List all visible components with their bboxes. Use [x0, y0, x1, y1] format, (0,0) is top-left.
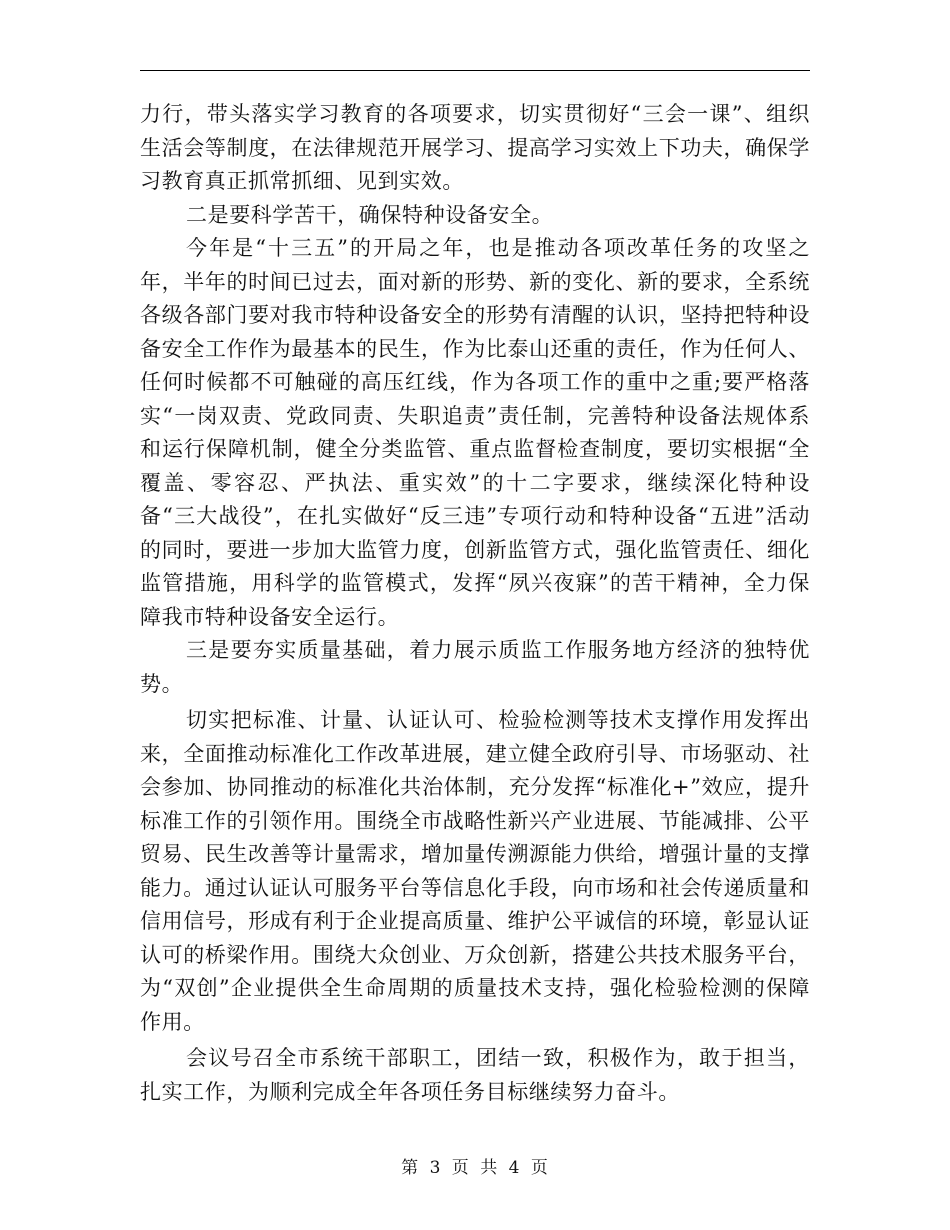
- paragraph-point-three-heading: 三是要夯实质量基础，着力展示质监工作服务地方经济的独特优势。: [140, 638, 810, 696]
- footer-page-label: 页: [451, 1158, 470, 1178]
- paragraph-quality-foundation: 切实把标准、计量、认证认可、检验检测等技术支撑作用发挥出来，全面推动标准化工作改革进展，建立健全政府引导、市场驱动、社会参加、协同推动的标准化共治体制，充分发挥“标准化+”效应，提升标准工作的引领作用。围绕全市战略性新兴产业进展、节能减排、公平贸易、民生改善等计量需求，增加量传溯源能力供给，增强计量的支撑能力。通过认证认可服务平台等信息化手段，向市场和社会传递质量和信用信号，形成有利于企业提高质量、维护公平诚信的环境，彰显认证认可的桥梁作用。围绕大众创业、万众创新，搭建公共技术服务平台，为“双创”企业提供全生命周期的质量技术支持，强化检验检测的保障作用。: [140, 708, 810, 1034]
- footer-total-pages: 4: [508, 1158, 521, 1178]
- paragraph-conclusion: 会议号召全市系统干部职工，团结一致，积极作为，敢于担当，扎实工作，为顺利完成全年各项任务目标继续努力奋斗。: [140, 1046, 810, 1104]
- header-rule: [140, 70, 810, 71]
- footer-prefix: 第: [401, 1158, 420, 1178]
- paragraph-special-equipment: 今年是“十三五”的开局之年，也是推动各项改革任务的攻坚之年，半年的时间已过去，面对新的形势、新的变化、新的要求，全系统各级各部门要对我市特种设备安全的形势有清醒的认识，坚持把特种设备安全工作作为最基本的民生，作为比泰山还重的责任，作为任何人、任何时候都不可触碰的高压红线，作为各项工作的重中之重;要严格落实“一岗双责、党政同责、失职追责”责任制，完善特种设备法规体系和运行保障机制，健全分类监管、重点监督检查制度，要切实根据“全覆盖、零容忍、严执法、重实效”的十二字要求，继续深化特种设备“三大战役”，在扎实做好“反三违”专项行动和特种设备“五进”活动的同时，要进一步加大监管力度，创新监管方式，强化监管责任、细化监管措施，用科学的监管模式，发挥“夙兴夜寐”的苦干精神，全力保障我市特种设备安全运行。: [140, 236, 810, 629]
- paragraph-point-two-heading: 二是要科学苦干，确保特种设备安全。: [186, 202, 554, 227]
- document-body: [140, 98, 810, 1109]
- paragraph-continued: 力行，带头落实学习教育的各项要求，切实贯彻好“三会一课”、组织生活会等制度，在法律规范开展学习、提高学习实效上下功夫，确保学习教育真正抓常抓细、见到实效。: [140, 102, 810, 193]
- footer-total-label: 共: [480, 1158, 499, 1178]
- page-footer: [0, 1153, 950, 1178]
- footer-current-page: 3: [429, 1158, 442, 1178]
- footer-suffix: 页: [530, 1158, 549, 1178]
